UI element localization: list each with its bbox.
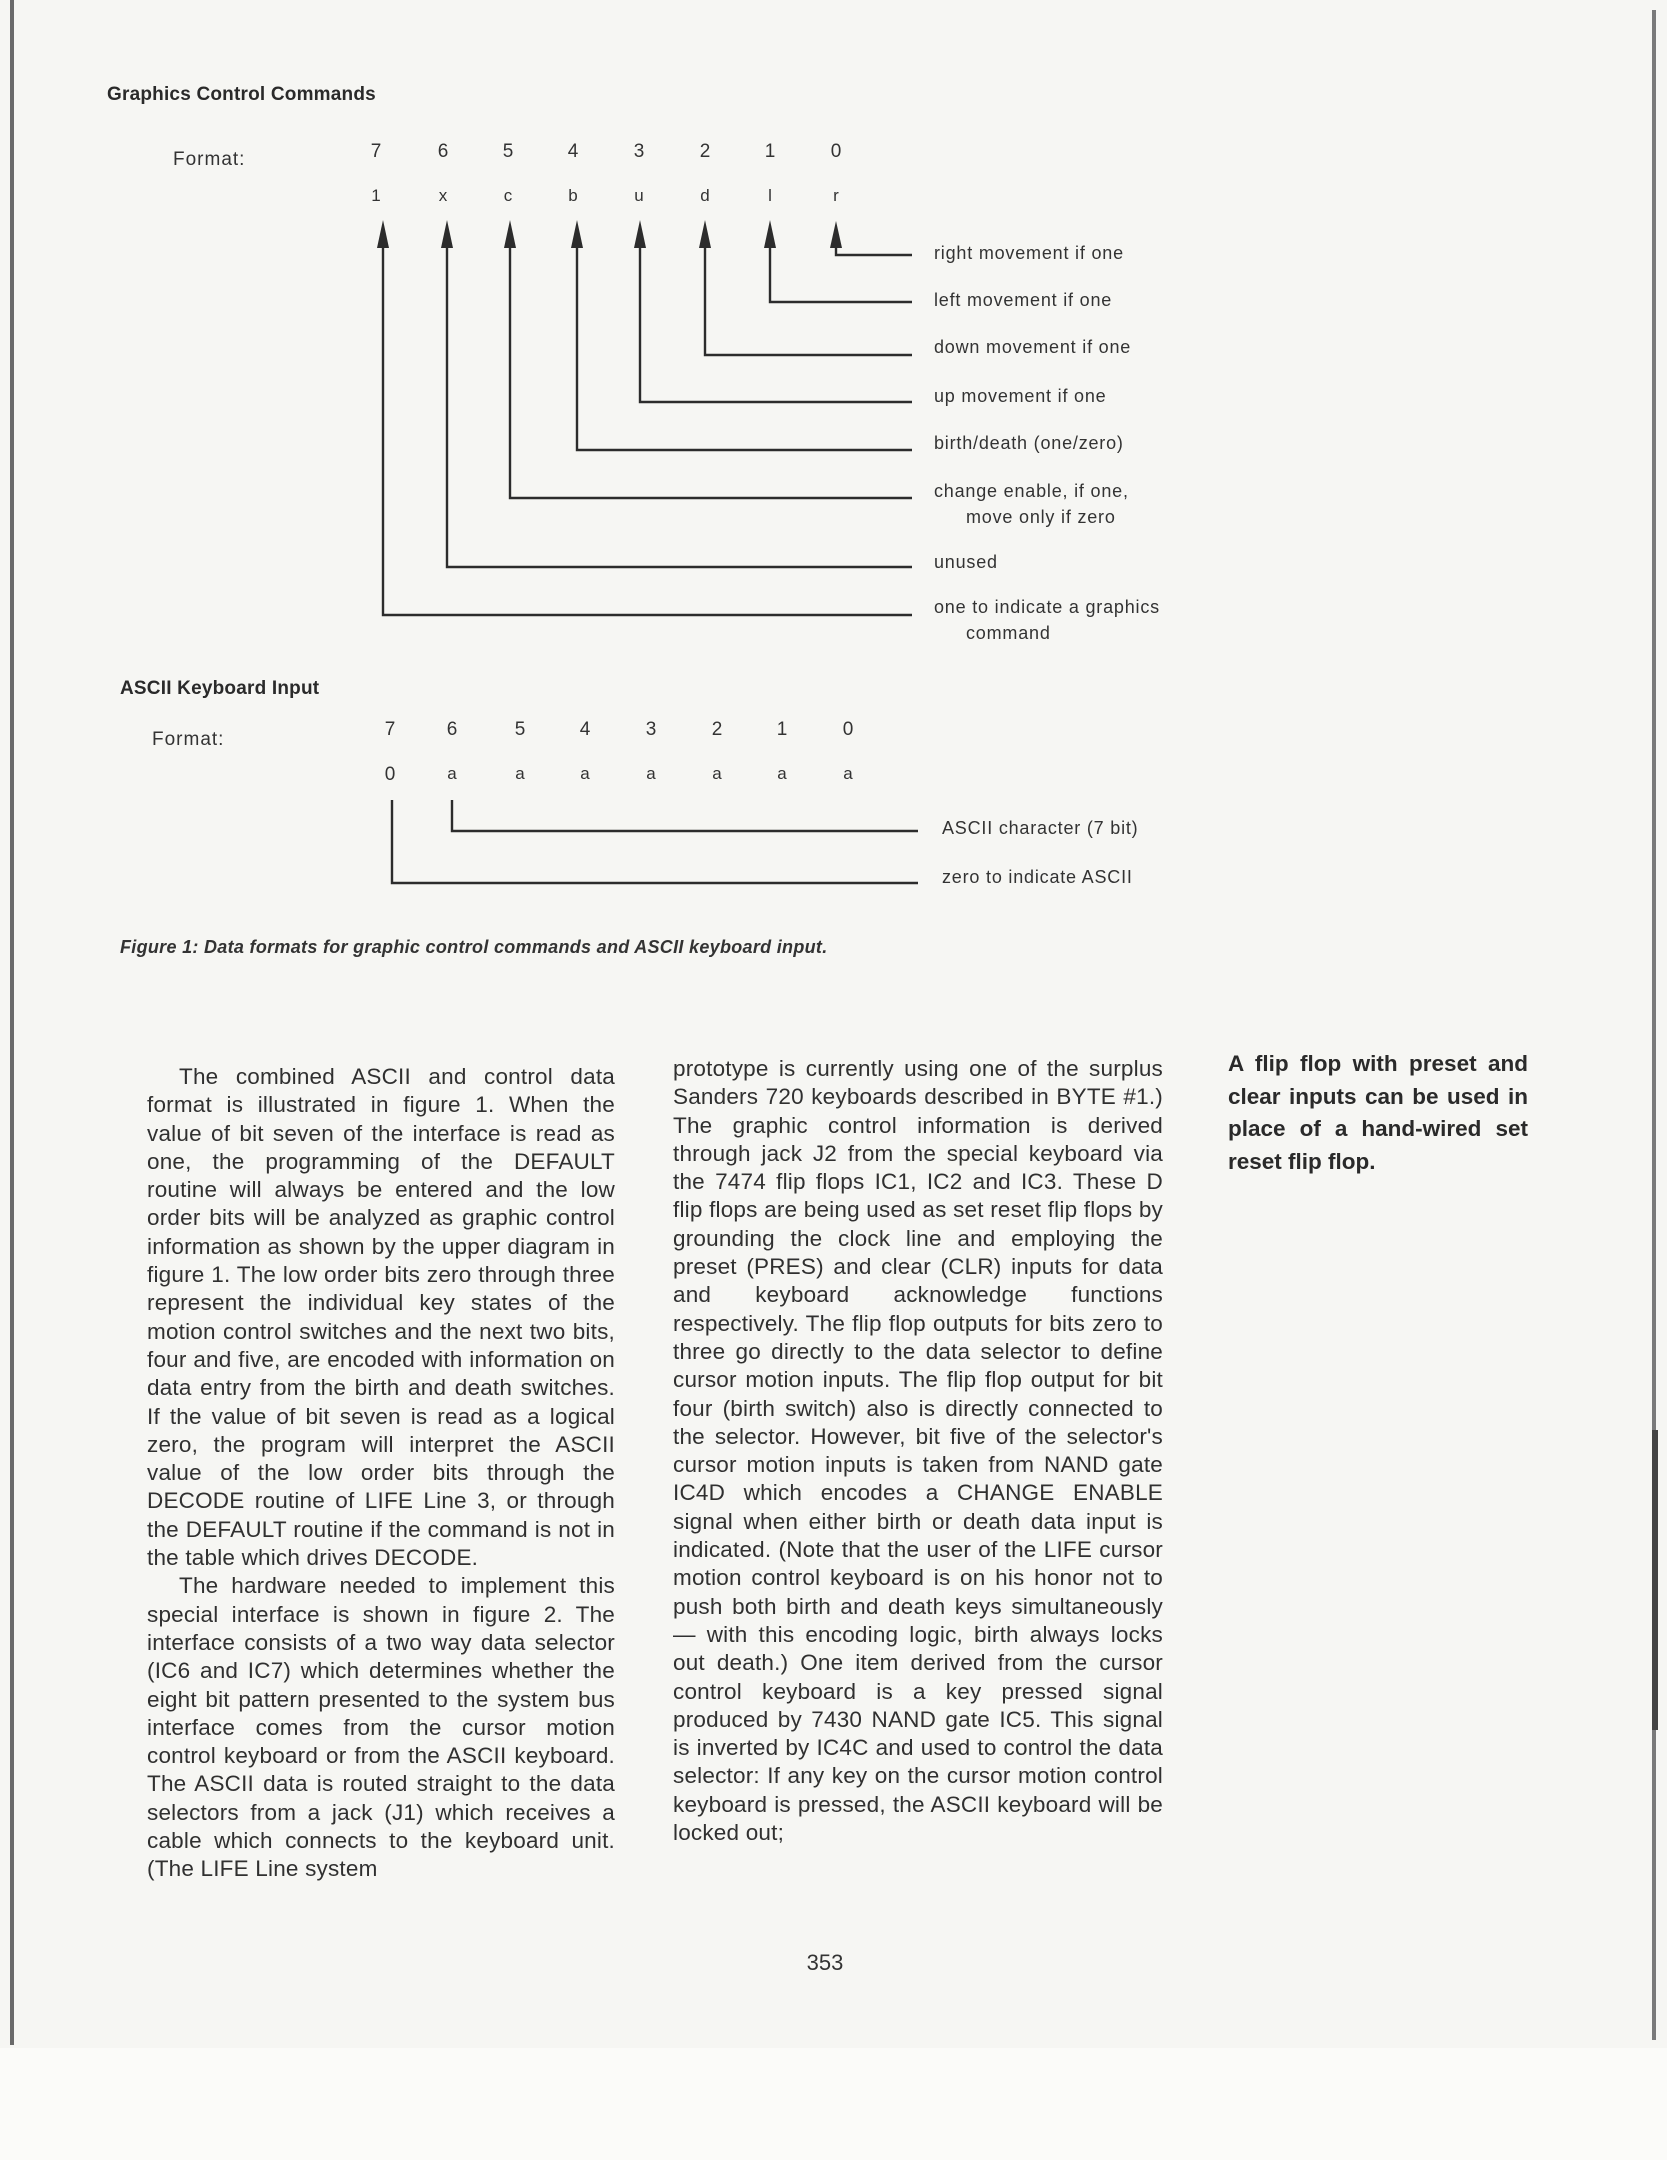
graphics-bit-number: 3: [633, 141, 645, 162]
bit3-leader-line: [640, 245, 912, 402]
ascii-format-label: Format:: [152, 729, 225, 750]
bit7-leader-line: [383, 245, 912, 615]
bit3-arrowhead: [634, 220, 646, 248]
bit1-arrowhead: [764, 220, 776, 248]
page-number: 353: [806, 1950, 844, 1975]
desc-graphics-indicator-line2: command: [966, 623, 1051, 643]
ascii-bit-value: a: [580, 764, 590, 783]
graphics-bit-number: 5: [502, 141, 514, 162]
bottom-margin: [0, 2048, 1667, 2160]
bit4-leader-line: [577, 245, 912, 450]
graphics-bit-value: c: [503, 186, 513, 205]
graphics-bit-value: r: [833, 186, 839, 205]
ascii-bit-number: 6: [446, 719, 458, 740]
bit5-leader-line: [510, 245, 912, 498]
desc-down-movement: down movement if one: [934, 337, 1132, 357]
paragraph: The combined ASCII and control data format is illustrated in figure 1. When the value of bit seven of the interface is read as one, the programming of the DEFAULT routine will always be entered and the low order bits will be analyzed as graphic control information as shown by the upper diagram in figure 1. The low order bits zero through three represent the individual key states of the motion control switches and the next two bits, four and five, are encoded with information on data entry from the birth and death switches. If the value of bit seven is read as a logical zero, the program will interpret the ASCII value of the low order bits through the DECODE routine of LIFE Line 3, or through the DEFAULT routine if the command is not in the table which drives DECODE.: [147, 1064, 615, 1571]
graphics-bit-number: 4: [567, 141, 579, 162]
desc-up-movement: up movement if one: [934, 386, 1107, 406]
graphics-bit-value: b: [568, 186, 578, 205]
desc-graphics-indicator: [934, 594, 1160, 646]
ascii-bit-value: 0: [384, 764, 396, 785]
graphics-bit-value: l: [768, 186, 772, 205]
paragraph: prototype is currently using one of the surplus Sanders 720 keyboards described in BYTE #1.) The graphic control information is derived through jack J2 from the special keyboard via the 7474 flip flops IC1, IC2 and IC3. These D flip flops are being used as set reset flip flops by grounding the clock line and employing the preset (PRES) and clear (CLR) inputs for data and keyboard acknowledge functions respectively. The flip flop outputs for bits zero to three go directly to the data selector to define cursor motion inputs. The flip flop output for bit four (birth switch) also is directly connected to the selector. However, bit five of the selector's cursor motion inputs is taken from NAND gate IC4D which encodes a CHANGE ENABLE signal when either birth or death data input is indicated. (Note that the user of the LIFE cursor motion control keyboard is on his honor not to push both birth and death keys simultaneously — with this encoding logic, birth always locks out death.) One item derived from the cursor control keyboard is a key pressed signal produced by 7430 NAND gate IC5. This signal is inverted by IC4C and used to control the data selector: If any key on the cursor motion control keyboard is pressed, the ASCII keyboard will be locked out;: [673, 1056, 1163, 1846]
column-2: [673, 1055, 1163, 1847]
bit4-arrowhead: [571, 220, 583, 248]
figure-caption: Figure 1: Data formats for graphic control commands and ASCII keyboard input.: [120, 937, 828, 957]
ascii-bit-value: a: [843, 764, 853, 783]
ascii-bits-leader-line: [452, 800, 918, 831]
desc-change-enable-line1: change enable, if one,: [934, 481, 1129, 501]
bit7-arrowhead: [377, 220, 389, 248]
graphics-bit-number: 6: [437, 141, 449, 162]
bit2-arrowhead: [699, 220, 711, 248]
ascii-bit-number: 1: [776, 719, 788, 740]
graphics-heading: Graphics Control Commands: [107, 84, 376, 105]
ascii-heading: ASCII Keyboard Input: [120, 678, 320, 699]
graphics-bit-number: 7: [370, 141, 382, 162]
scan-edge-shadow: [1652, 1430, 1658, 1730]
bit6-leader-line: [447, 245, 912, 567]
ascii-bit7-leader-line: [392, 800, 918, 883]
bit0-leader-line: [836, 246, 912, 255]
ascii-bit-value: a: [515, 764, 525, 783]
ascii-bit-value: a: [447, 764, 457, 783]
bit1-leader-line: [770, 245, 912, 302]
ascii-bit-number: 4: [579, 719, 591, 740]
bit6-arrowhead: [441, 220, 453, 248]
ascii-bit-value: a: [646, 764, 656, 783]
graphics-format-label: Format:: [173, 149, 246, 170]
bit2-leader-line: [705, 245, 912, 355]
graphics-bit-number: 2: [699, 141, 711, 162]
graphics-bit-value: x: [438, 186, 448, 205]
bit0-arrowhead: [830, 221, 842, 248]
bit5-arrowhead: [504, 220, 516, 248]
paragraph: The hardware needed to implement this special interface is shown in figure 2. The interface consists of a two way data selector (IC6 and IC7) which determines whether the eight bit pattern presented to the system bus interface comes from the cursor motion control keyboard or from the ASCII keyboard. The ASCII data is routed straight to the data selectors from a jack (J1) which receives a cable which connects to the keyboard unit. (The LIFE Line system: [147, 1573, 615, 1882]
desc-right-movement: right movement if one: [934, 243, 1124, 263]
desc-birth-death: birth/death (one/zero): [934, 433, 1124, 453]
graphics-bit-value: d: [700, 186, 710, 205]
desc-graphics-indicator-line1: one to indicate a graphics: [934, 597, 1160, 617]
desc-ascii-character: ASCII character (7 bit): [942, 818, 1139, 838]
desc-left-movement: left movement if one: [934, 290, 1113, 310]
desc-change-enable-line2: move only if zero: [966, 507, 1116, 527]
graphics-bit-number: 1: [764, 141, 776, 162]
ascii-bit-value: a: [777, 764, 787, 783]
graphics-bit-value: 1: [371, 186, 381, 205]
ascii-bit-number: 0: [842, 719, 854, 740]
desc-ascii-indicator: zero to indicate ASCII: [942, 867, 1133, 887]
graphics-bit-value: u: [634, 186, 644, 205]
desc-change-enable: [934, 478, 1129, 530]
side-note: A flip flop with preset and clear inputs can be used in place of a hand-wired set reset flip flop.: [1228, 1051, 1528, 1174]
ascii-bit-value: a: [712, 764, 722, 783]
desc-unused: unused: [934, 552, 998, 572]
column-1: [147, 1063, 615, 1884]
ascii-bit-number: 3: [645, 719, 657, 740]
ascii-bit-number: 2: [711, 719, 723, 740]
graphics-bit-number: 0: [830, 141, 842, 162]
ascii-bit-number: 7: [384, 719, 396, 740]
ascii-bit-number: 5: [514, 719, 526, 740]
